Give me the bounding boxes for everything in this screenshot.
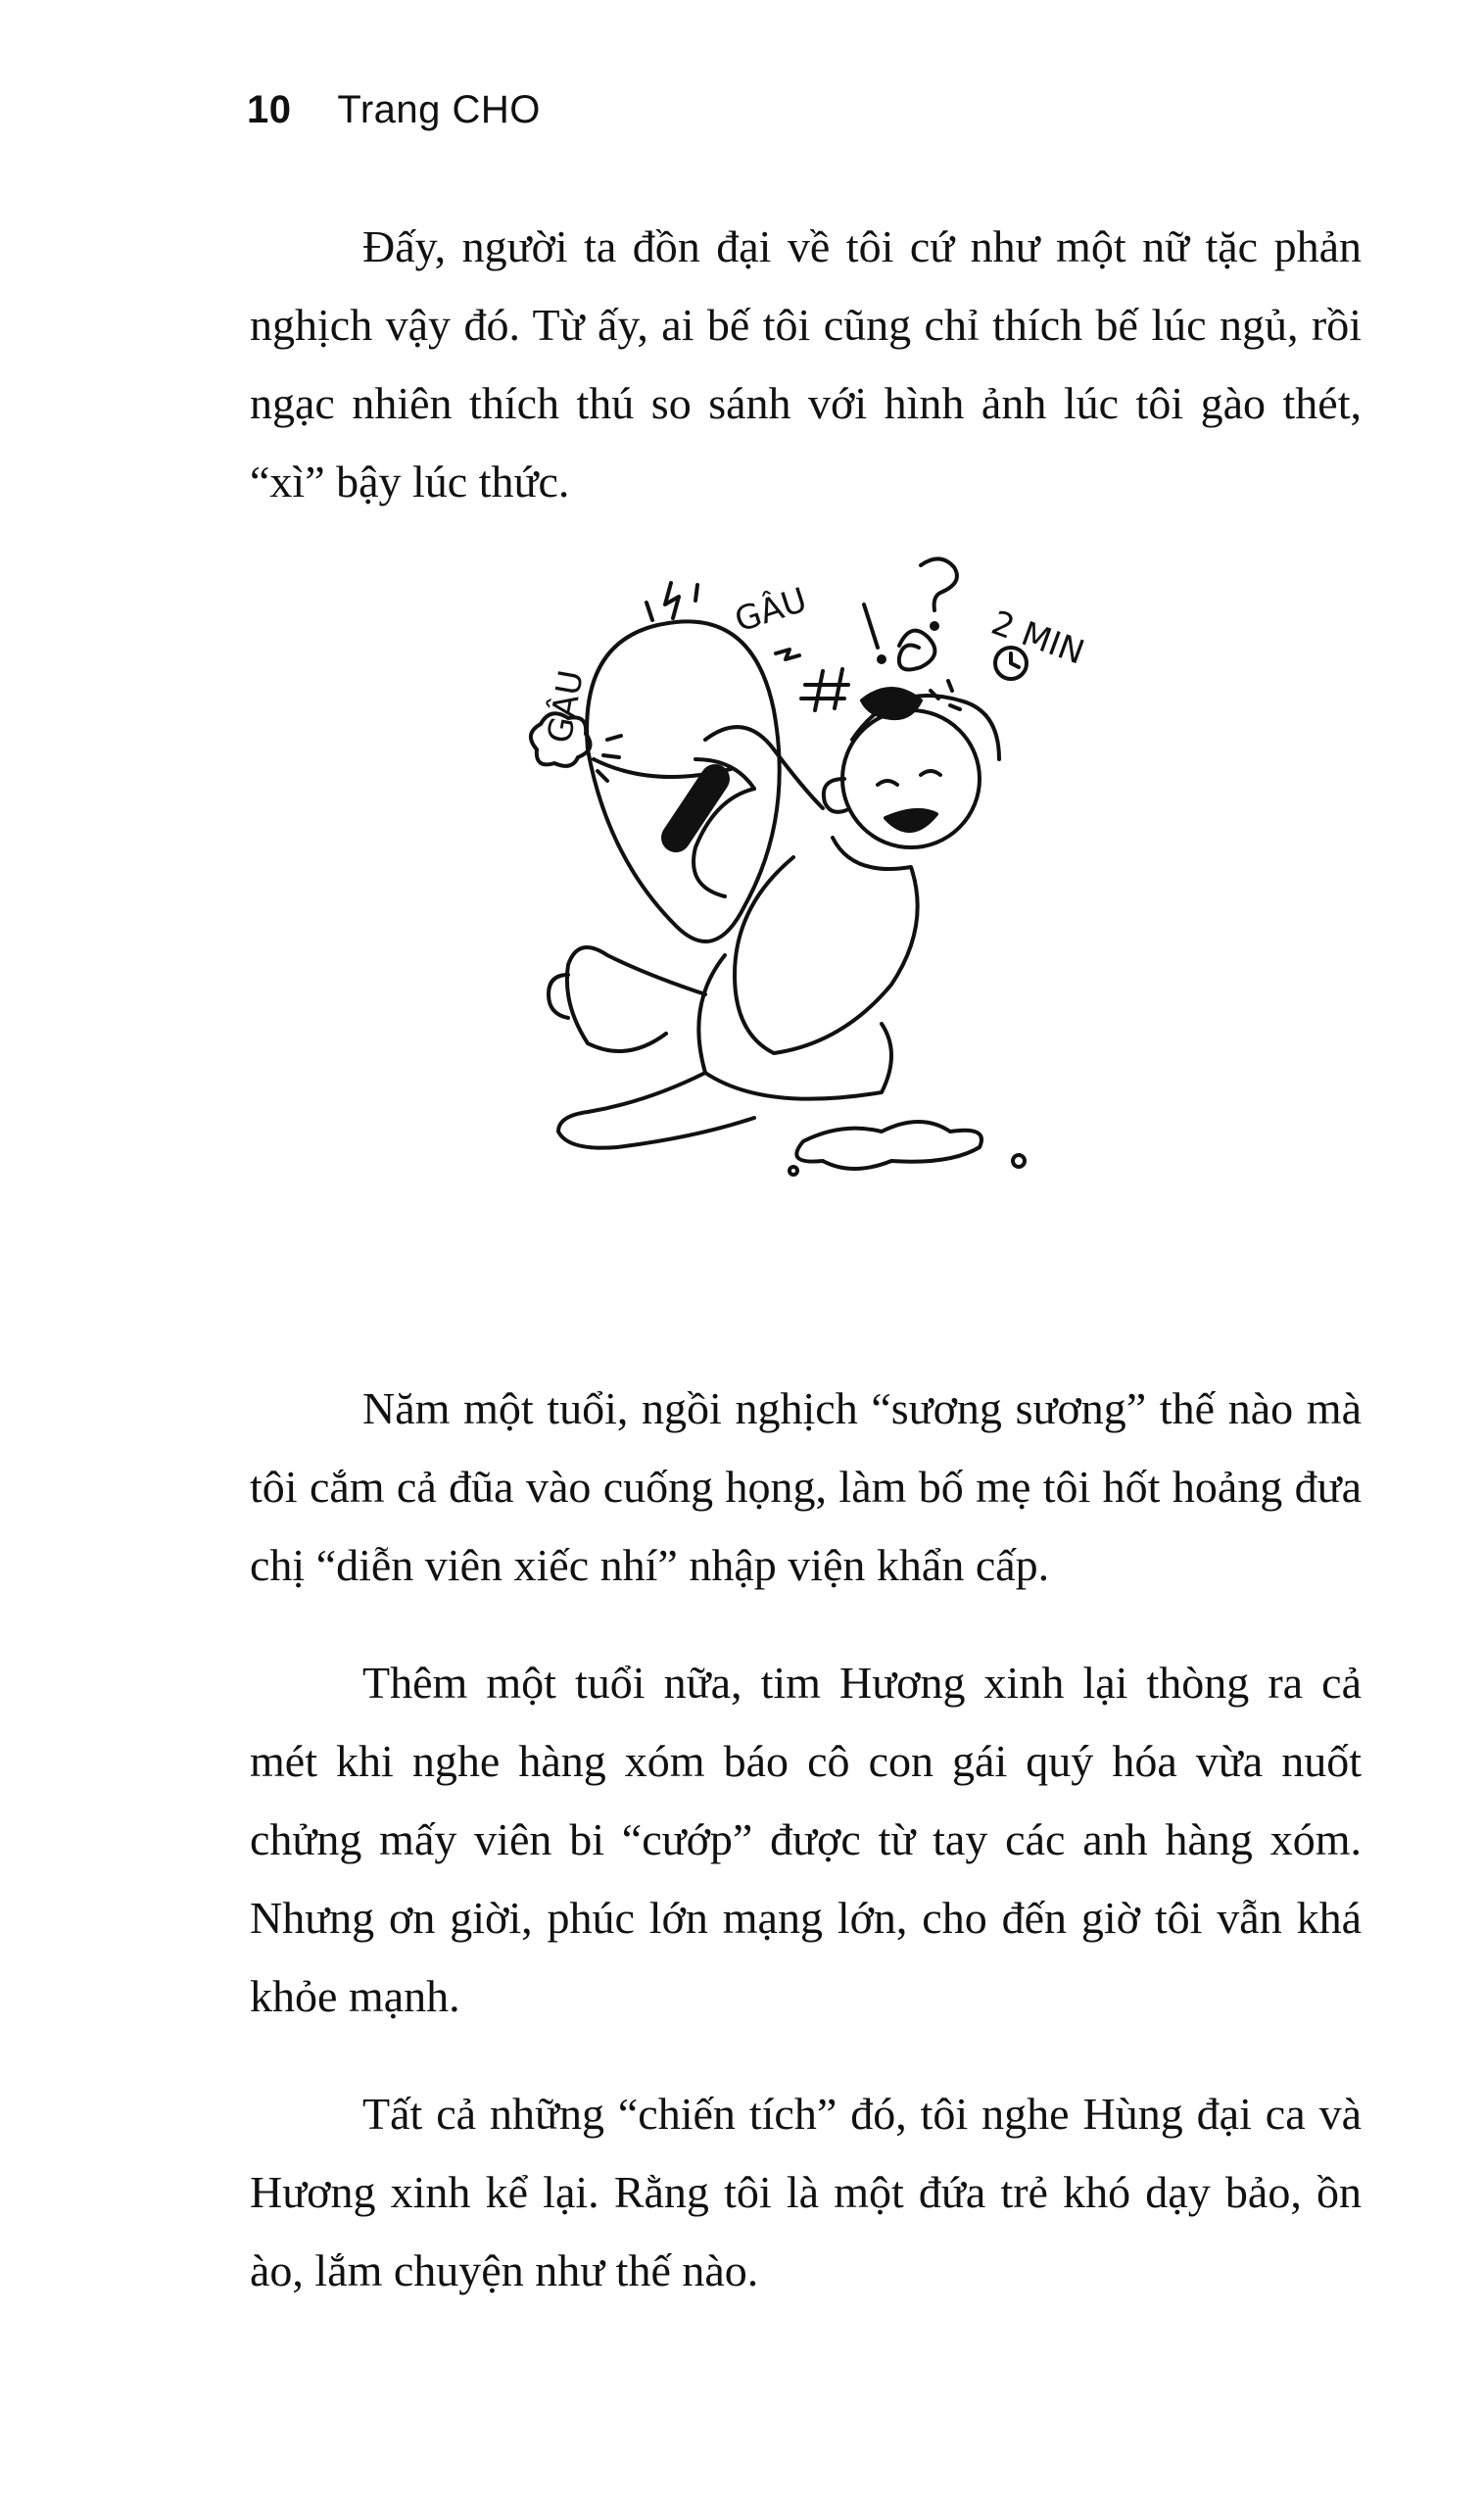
book-title: Trang CHO <box>337 88 541 131</box>
paragraph: Thêm một tuổi nữa, tim Hương xinh lại thòng ra cả mét khi nghe hàng xóm báo cô con gái quý hóa vừa nuốt chửng mấy viên bi “cướp” được từ tay các anh hàng xóm. Nhưng ơn giời, phúc lớn mạng lớn, cho đến giờ tôi vẫn khá khỏe mạnh. <box>250 1658 1362 2021</box>
paragraph: Tất cả những “chiến tích” đó, tôi nghe Hùng đại ca và Hương xinh kể lại. Rằng tôi là một đứa trẻ khó dạy bảo, ồn ào, lắm chuyện như thế nào. <box>250 2089 1362 2295</box>
text-block-bottom <box>250 1370 1362 2310</box>
page-number: 10 <box>247 88 292 131</box>
text-block-top <box>250 208 1362 521</box>
paragraph: Năm một tuổi, ngồi nghịch “sương sương” thế nào mà tôi cắm cả đũa vào cuống họng, làm bố mẹ tôi hốt hoảng đưa chị “diễn viên xiếc nhí” nhập viện khẩn cấp. <box>250 1383 1362 1590</box>
crying-child-illustration <box>509 544 1097 1269</box>
running-head <box>247 88 541 132</box>
paragraph: Đấy, người ta đồn đại về tôi cứ như một nữ tặc phản nghịch vậy đó. Từ ấy, ai bế tôi cũng chỉ thích bế lúc ngủ, rồi ngạc nhiên thích thú so sánh với hình ảnh lúc tôi gào thét, “xì” bậy lúc thức. <box>250 221 1362 506</box>
sound-left-text: GÂU <box>540 667 592 747</box>
sound-top-text: GÂU <box>730 580 812 641</box>
clock-label: 2 MIN <box>985 603 1089 673</box>
